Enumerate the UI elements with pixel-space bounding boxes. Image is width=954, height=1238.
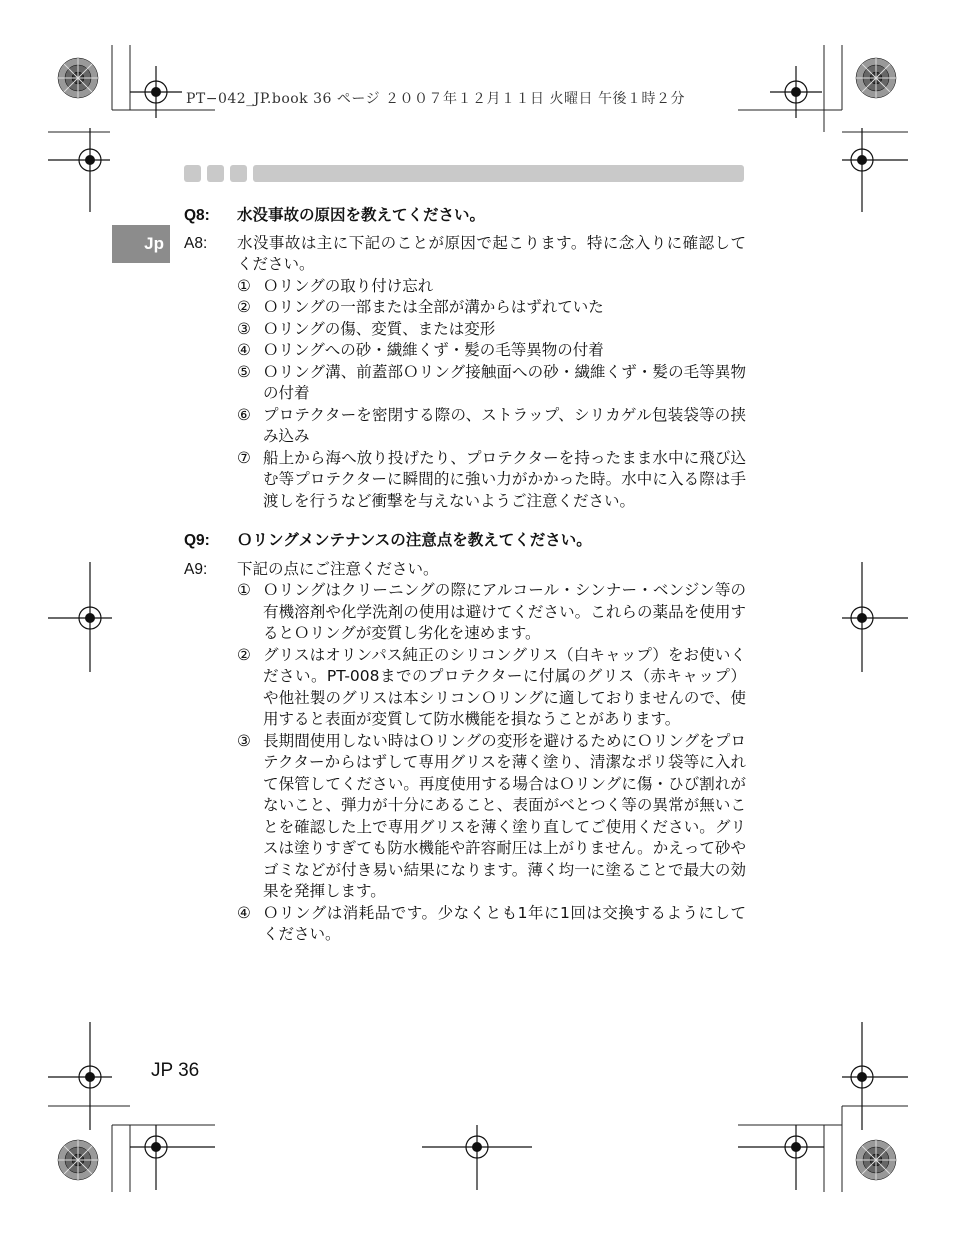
answer-list: [237, 580, 746, 946]
question-q9: [184, 530, 746, 552]
list-item: ② Ｏリングの一部または全部が溝からはずれていた: [237, 298, 604, 316]
question-label: Q9:: [184, 532, 210, 549]
list-item: ① Ｏリングはクリーニングの際にアルコール・シンナー・ベンジン等の有機溶剤や化学洗剤の使用は避けてください。これらの薬品を使用するとＯリングが変質し劣化を速めます。: [237, 581, 746, 642]
language-tab: Jp: [112, 225, 170, 263]
answer-a8: [184, 233, 746, 513]
question-q8: [184, 205, 746, 227]
list-item: ⑦ 船上から海へ放り投げたり、プロテクターを持ったまま水中に飛び込む等プロテクターに瞬間的に強い力がかかった時。水中に入る際は手渡しを行うなど衝撃を与えないようご注意ください。: [237, 448, 746, 510]
header-square-1: [184, 165, 201, 182]
list-item: ④ Ｏリングへの砂・繊維くず・髪の毛等異物の付着: [237, 341, 604, 359]
answer-a9: [184, 559, 746, 946]
list-item: ③ Ｏリングの傷、変質、または変形: [237, 319, 496, 338]
qa-content: [184, 205, 746, 946]
answer-intro: 下記の点にご注意ください。: [237, 559, 439, 578]
header-bar: [253, 165, 744, 182]
page-number: JP 36: [151, 1060, 200, 1081]
list-item: ① Ｏリングの取り付け忘れ: [237, 276, 434, 295]
question-label: Q8:: [184, 207, 210, 224]
question-text: 水没事故の原因を教えてください。: [237, 206, 486, 224]
list-item: ③ 長期間使用しない時はＯリングの変形を避けるためにＯリングをプロテクターからはずして専用グリスを薄く塗り、清潔なポリ袋等に入れて保管してください。再度使用する場合はＯリングに傷・ひび割れがないこと、弾力が十分にあること、表面がべとつく等の異常が無いことを確認した上で専用グリスを薄く塗り直してご使用ください。グリスは塗りすぎても防水機能や許容耐圧は上がりません。かえって砂やゴミなどが付き易い結果になります。薄く均一に塗ることで最大の効果を発揮します。: [237, 731, 746, 900]
answer-intro: 水没事故は主に下記のことが原因で起こります。特に念入りに確認してください。: [237, 233, 746, 273]
print-slug-line: PT−042_JP.book 36 ページ ２００７年１２月１１日 火曜日 午後１時２分: [186, 91, 685, 107]
header-square-2: [207, 165, 224, 182]
answer-label: A9:: [184, 560, 208, 578]
list-item: ② グリスはオリンパス純正のシリコングリス（白キャップ）をお使いください。PT-008までのプロテクターに付属のグリス（赤キャップ）や他社製のグリスは本シリコンＯリングに適しておりませんので、使用すると表面が変質して防水機能を損なうことがあります。: [237, 645, 746, 728]
question-text: Ｏリングメンテナンスの注意点を教えてください。: [237, 531, 592, 549]
list-item: ④ Ｏリングは消耗品です。少なくとも1年に1回は交換するようにしてください。: [237, 903, 746, 943]
answer-label: A8:: [184, 234, 208, 252]
answer-list: [237, 276, 746, 513]
list-item: ⑥ プロテクターを密閉する際の、ストラップ、シリカゲル包装袋等の挟み込み: [237, 405, 746, 445]
list-item: ⑤ Ｏリング溝、前蓋部Ｏリング接触面への砂・繊維くず・髪の毛等異物の付着: [237, 362, 746, 402]
header-square-3: [230, 165, 247, 182]
